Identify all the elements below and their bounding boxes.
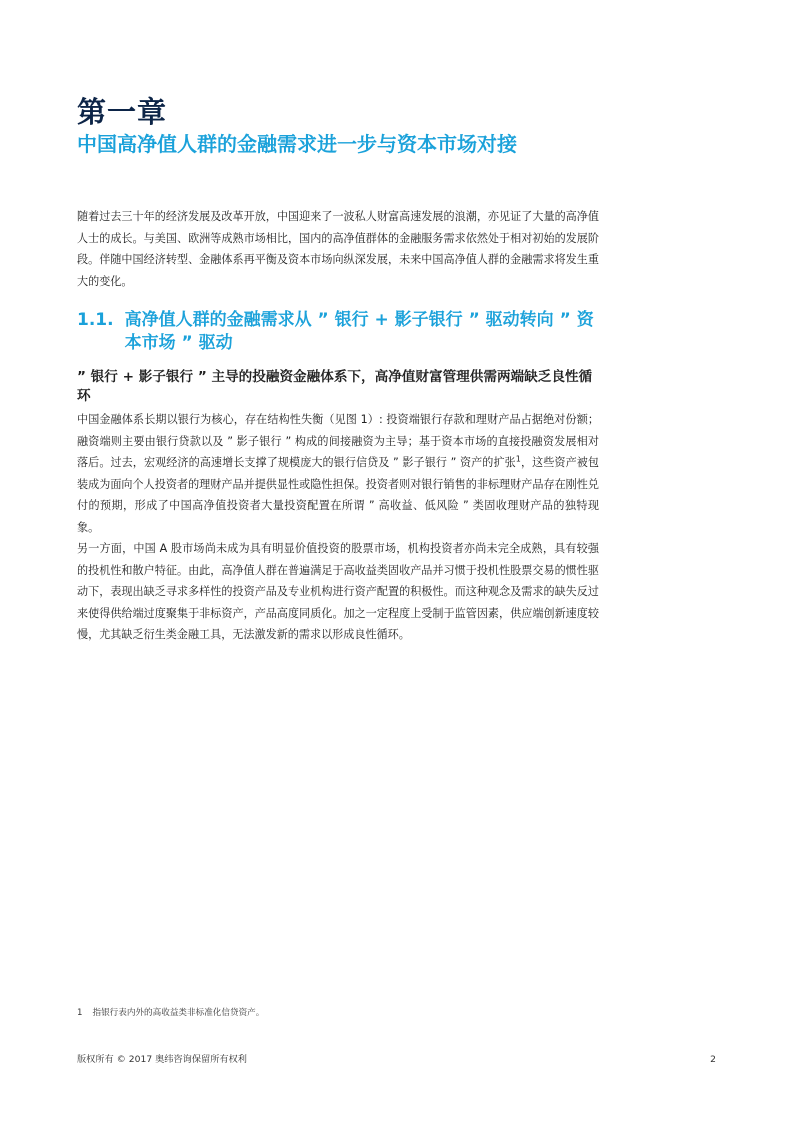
body-paragraph-2: 另一方面，中国 A 股市场尚未成为具有明显价值投资的股票市场，机构投资者亦尚未完全成熟，具有较强的投机性和散户特征。由此，高净值人群在普遍满足于高收益类固收产品并习惯于投机性股票交易的惯性驱动下，表现出缺乏寻求多样性的投资产品及专业机构进行资产配置的积极性。而这种观念及需求的缺失反过来使得供给端过度聚集于非标资产，产品高度同质化。加之一定程度上受制于监管因素，供应端创新速度较慢，尤其缺乏衍生类金融工具，无法激发新的需求以形成良性循环。 bbox=[77, 542, 599, 641]
subsection-heading: ” 银行 + 影子银行 ” 主导的投融资金融体系下，高净值财富管理供需两端缺乏良性循环 bbox=[77, 369, 593, 404]
section-heading bbox=[77, 309, 607, 355]
chapter-title: 中国高净值人群的金融需求进一步与资本市场对接 bbox=[77, 132, 517, 156]
section-number: 1.1. bbox=[77, 310, 114, 330]
footer-page-number: 2 bbox=[710, 1054, 716, 1065]
footnote-reference[interactable]: 1 bbox=[515, 454, 521, 464]
chapter-label: 第一章 bbox=[77, 95, 168, 129]
footnote-text: 指银行表内外的高收益类非标准化信贷资产。 bbox=[92, 1008, 265, 1018]
section-title: 高净值人群的金融需求从 ” 银行 + 影子银行 ” 驱动转向 ” 资本市场 ” 驱动 bbox=[124, 310, 594, 353]
body-paragraph-1-part-1: 中国金融体系长期以银行为核心，存在结构性失衡（见图 1）: 投资端银行存款和理财产品占据绝对份额；融资端则主要由银行贷款以及 ” 影子银行 ” 构成的间接融资为主导；基于资本市场的直接投融资发展相对落后。过去，宏观经济的高速增长支撑了规模庞大的银行信贷及 ” 影子银行 ” 资产的扩张 bbox=[77, 413, 599, 469]
footnote bbox=[77, 1006, 264, 1020]
intro-paragraph: 随着过去三十年的经济发展及改革开放，中国迎来了一波私人财富高速发展的浪潮，亦见证了大量的高净值人士的成长。与美国、欧洲等成熟市场相比，国内的高净值群体的金融服务需求依然处于相对初始的发展阶段。伴随中国经济转型、金融体系再平衡及资本市场向纵深发展，未来中国高净值人群的金融需求将发生重大的变化。 bbox=[77, 210, 599, 288]
footnote-number: 1 bbox=[77, 1008, 83, 1018]
body-paragraph-1-part-2: ，这些资产被包装成为面向个人投资者的理财产品并提供显性或隐性担保。投资者则对银行销售的非标理财产品存在刚性兑付的预期，形成了中国高净值投资者大量投资配置在所谓 ” 高收益、低风险 ” 类固收理财产品的独特现象。 bbox=[77, 456, 599, 534]
footer-copyright: 版权所有 © 2017 奥纬咨询保留所有权利 bbox=[77, 1054, 247, 1065]
body-paragraph-1 bbox=[77, 409, 599, 538]
